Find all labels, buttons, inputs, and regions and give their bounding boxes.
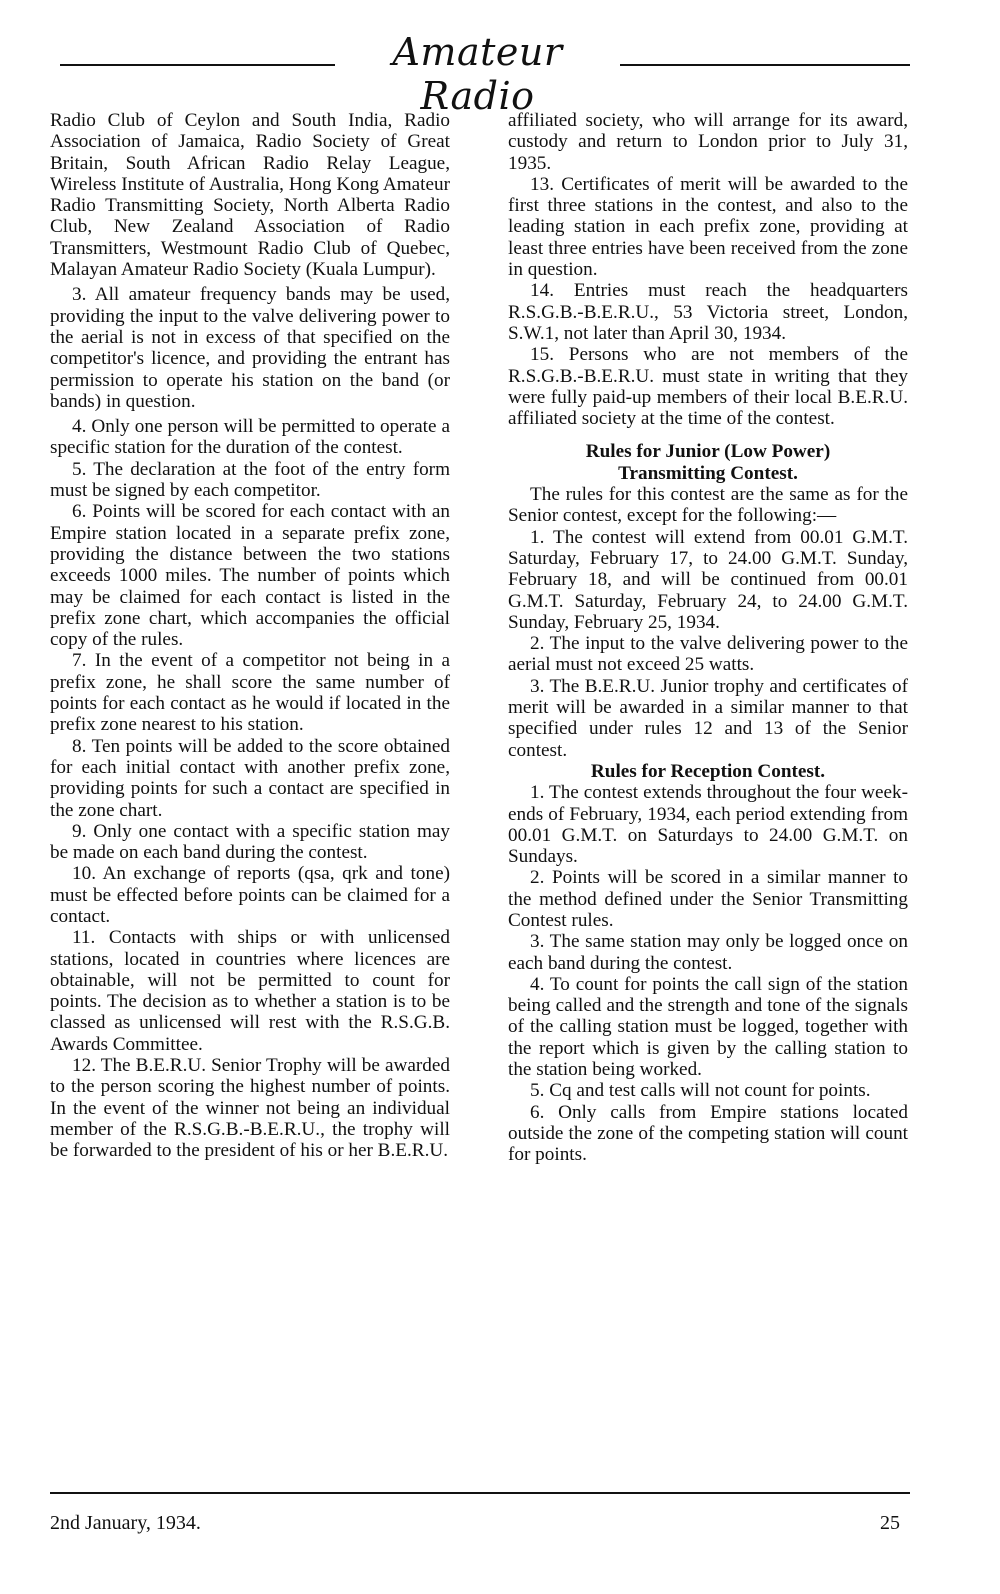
- rule-paragraph: 10. An exchange of reports (qsa, qrk and tone) must be effected before points can be claimed for a contact.: [50, 863, 450, 927]
- rule-paragraph: 3. The same station may only be logged once on each band during the contest.: [508, 931, 908, 974]
- rule-paragraph: 7. In the event of a competitor not being in a prefix zone, he shall score the same number of points for each contact as he would if located in the prefix zone nearest to his station.: [50, 650, 450, 736]
- rule-paragraph: 1. The contest will extend from 00.01 G.M.T. Saturday, February 17, to 24.00 G.M.T. Sunday, February 18, and will be continued from 00.01 G.M.T. Saturday, February 24, to 24.00 G.M.T. Sunday, February 25, 1934.: [508, 526, 908, 633]
- rule-paragraph: 11. Contacts with ships or with unlicensed stations, located in countries where licences are obtainable, will not be permitted to count for points. The decision as to whether a station is to be classed as unlicensed will rest with the R.S.G.B. Awards Committee.: [50, 927, 450, 1055]
- rule-paragraph: 6. Points will be scored for each contact with an Empire station located in a separate prefix zone, providing the distance between the two stations exceeds 1000 miles. The number of points which may be claimed for each contact is listed in the prefix zone chart, which accompanies the official copy of the rules.: [50, 501, 450, 651]
- rule-paragraph: 3. The B.E.R.U. Junior trophy and certificates of merit will be awarded in a similar manner to that specified under rules 12 and 13 of the Senior contest.: [508, 675, 908, 761]
- masthead-rule-left: [60, 64, 335, 66]
- rule-paragraph: 2. Points will be scored in a similar manner to the method defined under the Senior Transmitting Contest rules.: [508, 867, 908, 931]
- junior-contest-heading: Rules for Junior (Low Power): [585, 441, 831, 463]
- rule-paragraph: affiliated society, who will arrange for its award, custody and return to London prior to July 31, 1935.: [508, 110, 908, 174]
- rule-paragraph: 5. The declaration at the foot of the entry form must be signed by each competitor.: [50, 458, 450, 502]
- junior-contest-subheading: Transmitting Contest.: [618, 462, 798, 484]
- rule-paragraph: 9. Only one contact with a specific station may be made on each band during the contest.: [50, 820, 450, 864]
- rule-paragraph: 4. Only one person will be permitted to operate a specific station for the duration of the contest.: [50, 416, 450, 459]
- rule-paragraph: 15. Persons who are not members of the R.S.G.B.-B.E.R.U. must state in writing that they were fully paid-up members of their local B.E.R.U. affiliated society at the time of the contest.: [508, 344, 908, 430]
- rule-paragraph: 14. Entries must reach the headquarters R.S.G.B.-B.E.R.U., 53 Victoria street, London, S.W.1, not later than April 30, 1934.: [508, 280, 908, 344]
- rule-paragraph: 4. To count for points the call sign of the station being called and the strength and tone of the signals of the calling station must be logged, together with the report which is given by the calling station to the station being worked.: [508, 973, 908, 1081]
- rule-paragraph: 6. Only calls from Empire stations located outside the zone of the competing station will count for points.: [508, 1101, 908, 1166]
- rule-paragraph: Radio Club of Ceylon and South India, Radio Association of Jamaica, Radio Society of Great Britain, South African Radio Relay League, Wireless Institute of Australia, Hong Kong Amateur Radio Transmitting Society, North Alberta Radio Club, New Zealand Association of Radio Transmitters, Westmount Radio Club of Quebec, Malayan Amateur Radio Society (Kuala Lumpur).: [50, 110, 450, 281]
- rule-paragraph: 2. The input to the valve delivering power to the aerial must not exceed 25 watts.: [508, 633, 908, 676]
- rule-paragraph: 1. The contest extends throughout the four week-ends of February, 1934, each period extending from 00.01 G.M.T. on Saturdays to 24.00 G.M.T. on Sundays.: [508, 782, 908, 868]
- left-column: [50, 110, 450, 1162]
- masthead-rule-right: [620, 64, 910, 66]
- rule-paragraph: 13. Certificates of merit will be awarded to the first three stations in the contest, and also to the leading station in each prefix zone, providing at least three entries have been received from the zone in question.: [508, 173, 908, 281]
- masthead-title: Amateur Radio: [392, 30, 563, 118]
- footer-rule: [50, 1492, 910, 1494]
- rule-paragraph: The rules for this contest are the same as for the Senior contest, except for the following:—: [508, 484, 908, 527]
- masthead-header: [60, 28, 910, 118]
- reception-contest-heading: Rules for Reception Contest.: [590, 760, 826, 782]
- issue-date: 2nd January, 1934.: [50, 1512, 201, 1534]
- rule-paragraph: 5. Cq and test calls will not count for points.: [530, 1080, 871, 1102]
- page-number: 25: [880, 1512, 900, 1534]
- right-column: [508, 110, 908, 1166]
- rule-paragraph: 12. The B.E.R.U. Senior Trophy will be awarded to the person scoring the highest number of points. In the event of the winner not being an individual member of the R.S.G.B.-B.E.R.U., the trophy will be forwarded to the president of his or her B.E.R.U.: [50, 1055, 450, 1162]
- rule-paragraph: 3. All amateur frequency bands may be used, providing the input to the valve delivering power to the aerial is not in excess of that specified on the competitor's licence, and providing the entrant has permission to operate his station on the band (or bands) in question.: [50, 284, 450, 412]
- rule-paragraph: 8. Ten points will be added to the score obtained for each initial contact with another prefix zone, providing points for such a contact are specified in the zone chart.: [50, 735, 450, 821]
